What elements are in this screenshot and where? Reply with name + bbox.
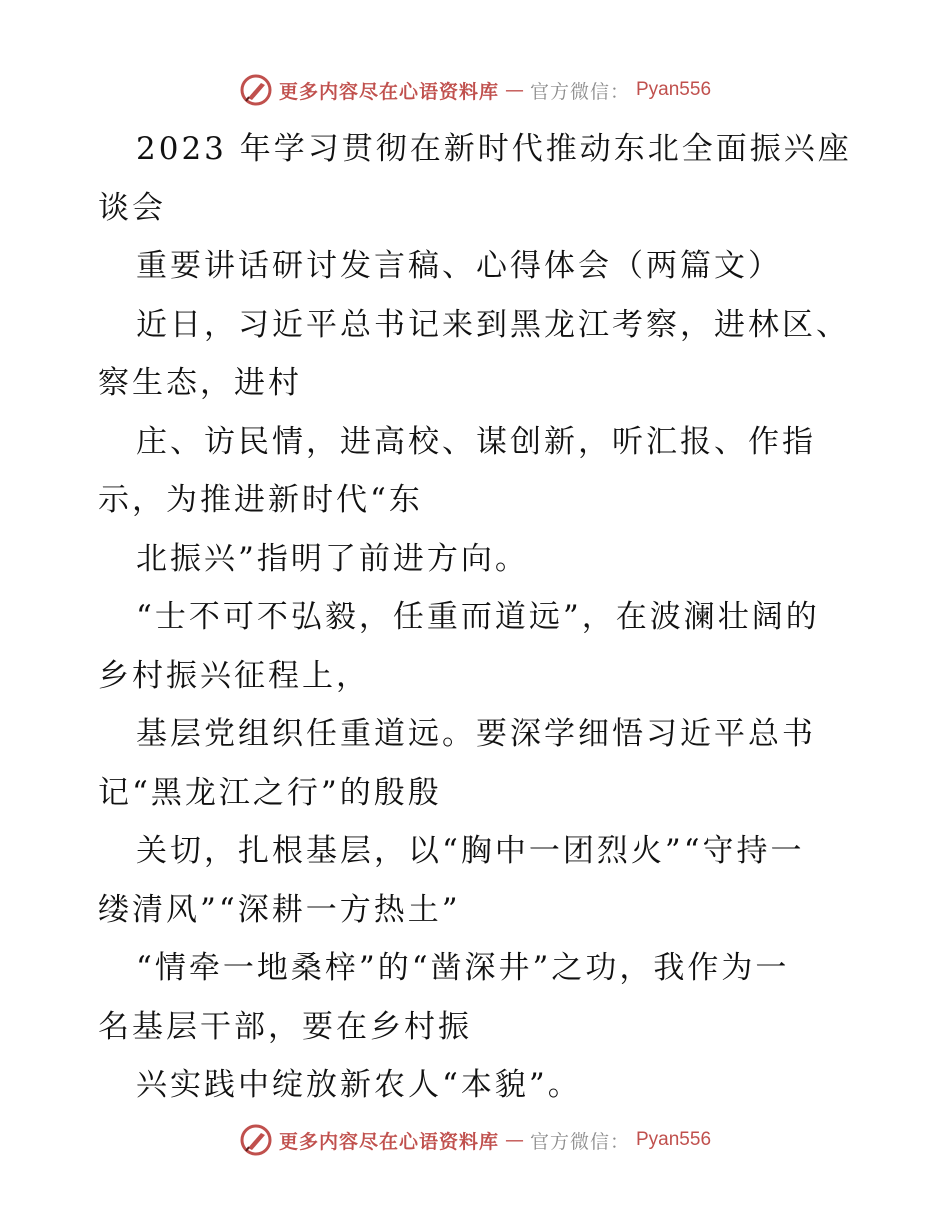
watermark-separator: — xyxy=(504,1129,524,1151)
quill-pen-logo-icon xyxy=(239,1123,273,1157)
watermark-brand: 更多内容尽在心语资料库 xyxy=(278,1130,499,1153)
body-line: 基层党组织任重道远。要深学细悟习近平总书 xyxy=(136,716,816,752)
body-line: “情牵一地桑梓”的“凿深井”之功，我作为一 xyxy=(136,950,790,986)
body-line: 重要讲话研讨发言稿、心得体会（两篇文） xyxy=(136,248,782,284)
watermark-label: 官方微信： xyxy=(529,1130,630,1153)
header-watermark xyxy=(0,70,950,110)
body-line: 2023 年学习贯彻在新时代推动东北全面振兴座 xyxy=(136,131,852,167)
body-line: 察生态，进村 xyxy=(98,365,302,401)
body-line: 乡村振兴征程上， xyxy=(98,657,370,694)
watermark-brand: 更多内容尽在心语资料库 xyxy=(278,80,499,103)
document-body xyxy=(98,120,858,1115)
body-line: 谈会 xyxy=(98,189,166,226)
body-line: 兴实践中绽放新农人“本貌”。 xyxy=(136,1067,582,1103)
body-line: 庄、访民情，进高校、谋创新，听汇报、作指 xyxy=(136,423,816,460)
body-line: 示，为推进新时代“东 xyxy=(98,482,423,518)
watermark-wechat-id: Pyan556 xyxy=(636,1129,712,1150)
watermark-label: 官方微信： xyxy=(529,80,630,103)
body-line: 关切，扎根基层，以“胸中一团烈火”“守持一 xyxy=(136,833,805,869)
footer-watermark xyxy=(0,1120,950,1160)
body-line: 北振兴”指明了前进方向。 xyxy=(136,540,529,577)
body-line: 记“黑龙江之行”的殷殷 xyxy=(98,774,442,811)
body-line: “士不可不弘毅，任重而道远”，在波澜壮阔的 xyxy=(136,599,820,635)
watermark-wechat-id: Pyan556 xyxy=(636,79,712,100)
watermark-separator: — xyxy=(504,79,524,101)
body-line: 名基层干部，要在乡村振 xyxy=(98,1008,472,1045)
body-line: 近日，习近平总书记来到黑龙江考察，进林区、 xyxy=(136,306,850,343)
body-line: 缕清风”“深耕一方热土” xyxy=(98,891,461,928)
quill-pen-logo-icon xyxy=(239,73,273,107)
